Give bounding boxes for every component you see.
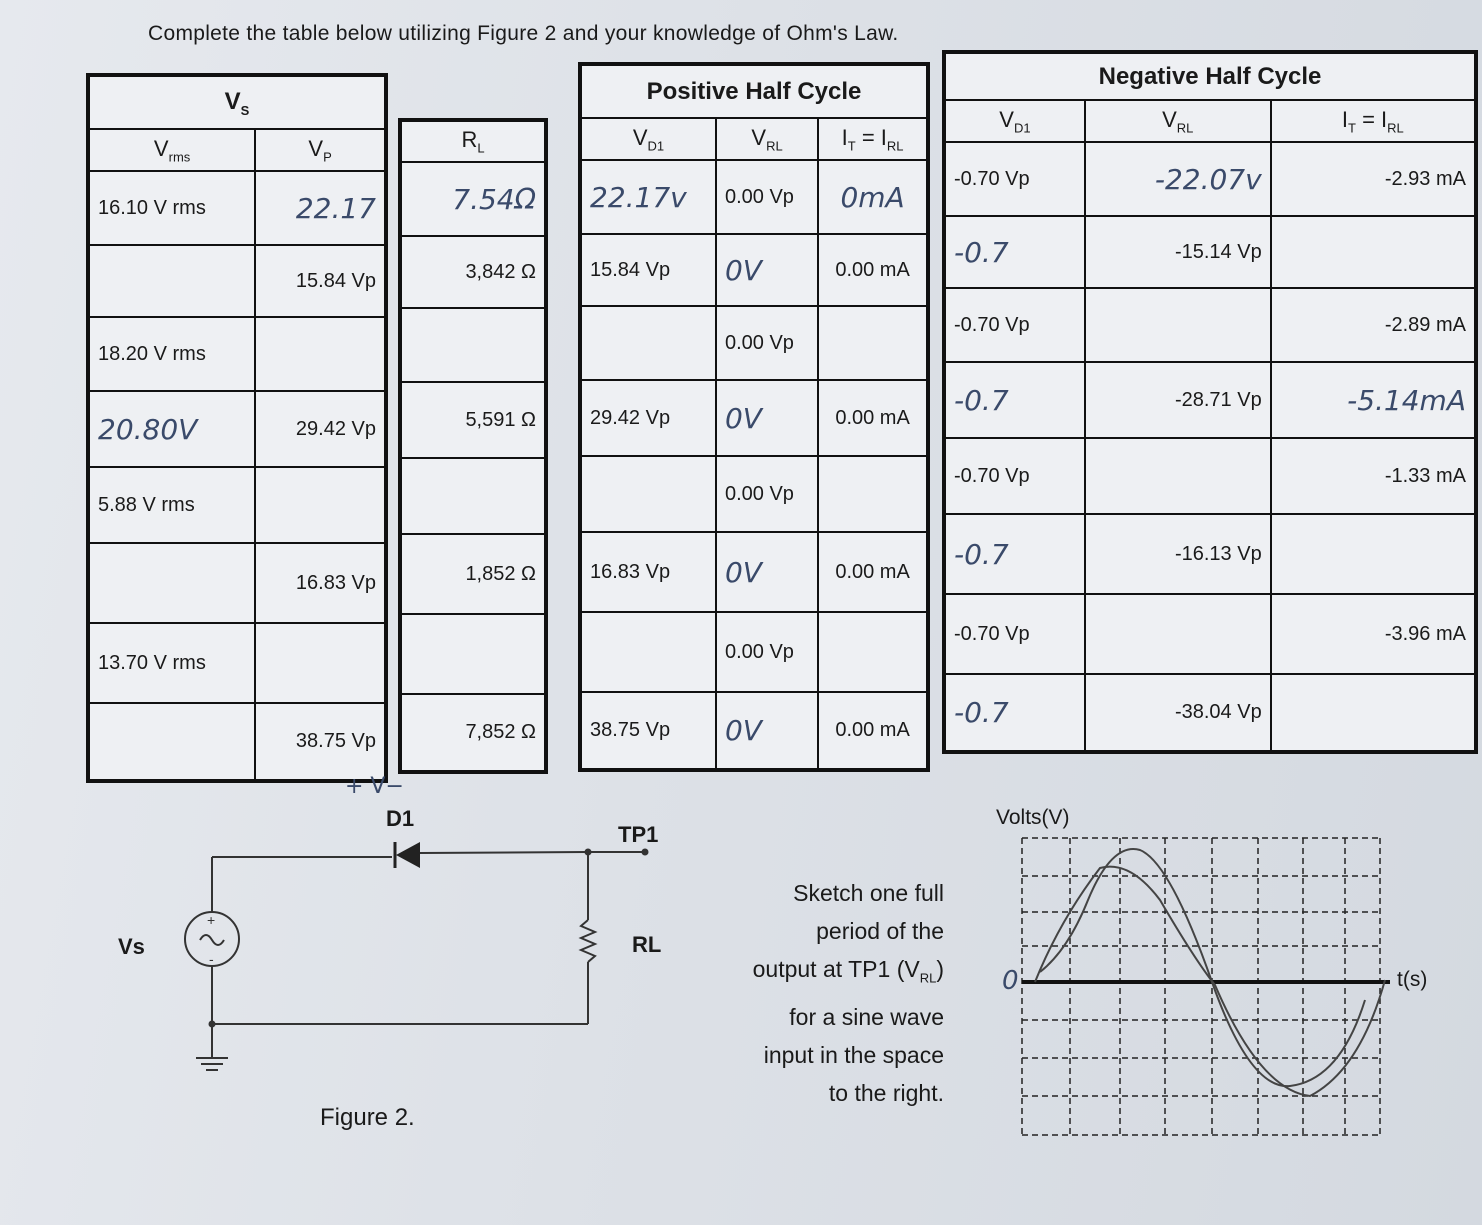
neg-it-cell [1271, 674, 1476, 752]
vs-row [88, 245, 386, 317]
neg-vd1-cell: -0.7 [944, 362, 1085, 438]
pos-vd1-cell: 29.42 Vp [580, 380, 716, 456]
vs-row [88, 317, 386, 391]
neg-it-cell: -2.89 mA [1271, 288, 1476, 362]
pos-vd1-cell: 38.75 Vp [580, 692, 716, 770]
vp-cell [255, 623, 386, 703]
neg-row [944, 362, 1476, 438]
neg-vrl-header: $V_{RL}$ [1085, 100, 1271, 142]
pos-vd1-header: $V_{D1}$ [580, 118, 716, 160]
vs-label: Vs [118, 934, 145, 959]
vrms-cell: 16.10 V rms [88, 171, 255, 245]
vrms-cell: 18.20 V rms [88, 317, 255, 391]
pos-vd1-cell: 22.17v [580, 160, 716, 234]
neg-row [944, 216, 1476, 288]
pos-row [580, 456, 928, 532]
neg-it-header: $I_T = I_{RL}$ [1271, 100, 1476, 142]
neg-vrl-cell: -16.13 Vp [1085, 514, 1271, 594]
rl-row [400, 614, 546, 694]
rl-cell: 3,842 Ω [400, 236, 546, 308]
graph-ylabel: Volts(V) [996, 806, 1070, 829]
neg-row [944, 438, 1476, 514]
vp-cell [255, 317, 386, 391]
svg-text:+: + [207, 912, 216, 928]
polarity-mark: + V− [345, 774, 404, 799]
neg-it-cell: -1.33 mA [1271, 438, 1476, 514]
pos-row [580, 532, 928, 612]
tp1-label: TP1 [618, 822, 659, 847]
svg-text:-: - [209, 951, 214, 967]
pos-it-cell [818, 306, 928, 380]
rl-row [400, 534, 546, 614]
neg-it-cell: -5.14mA [1271, 362, 1476, 438]
neg-vd1-cell: -0.70 Vp [944, 594, 1085, 674]
rl-cell: 7,852 Ω [400, 694, 546, 772]
pos-vd1-cell: 15.84 Vp [580, 234, 716, 306]
neg-vd1-cell: -0.70 Vp [944, 142, 1085, 216]
vs-row [88, 703, 386, 781]
neg-vrl-cell [1085, 594, 1271, 674]
vs-row [88, 171, 386, 245]
pos-row [580, 612, 928, 692]
neg-row [944, 674, 1476, 752]
pos-it-cell: 0mA [818, 160, 928, 234]
pos-vd1-cell [580, 306, 716, 380]
rl-row [400, 382, 546, 458]
pos-row [580, 692, 928, 770]
figure-caption: Figure 2. [320, 1104, 415, 1131]
vrms-cell: 5.88 V rms [88, 467, 255, 543]
vrms-cell: 20.80V [88, 391, 255, 467]
rl-cell [400, 308, 546, 382]
pos-row [580, 306, 928, 380]
rl-row [400, 162, 546, 236]
rl-cell [400, 458, 546, 534]
pos-it-cell [818, 456, 928, 532]
vp-col-header: $V_P$ [255, 129, 386, 171]
rl-row [400, 308, 546, 382]
vp-cell: 16.83 Vp [255, 543, 386, 623]
vs-row [88, 543, 386, 623]
neg-row [944, 288, 1476, 362]
rl-row [400, 236, 546, 308]
pos-vd1-cell: 16.83 Vp [580, 532, 716, 612]
neg-row [944, 514, 1476, 594]
neg-it-cell: -3.96 mA [1271, 594, 1476, 674]
negative-title: Negative Half Cycle [944, 52, 1476, 100]
pos-vd1-cell [580, 612, 716, 692]
pos-vrl-cell: 0.00 Vp [716, 456, 818, 532]
neg-vrl-cell: -15.14 Vp [1085, 216, 1271, 288]
rl-table [398, 118, 548, 774]
rl-row [400, 458, 546, 534]
pos-it-cell: 0.00 mA [818, 532, 928, 612]
vs-row [88, 467, 386, 543]
rl-cell: 5,591 Ω [400, 382, 546, 458]
vrms-cell: 13.70 V rms [88, 623, 255, 703]
pos-it-cell: 0.00 mA [818, 234, 928, 306]
neg-vd1-cell: -0.7 [944, 514, 1085, 594]
pos-vrl-cell: 0V [716, 532, 818, 612]
rl-cell: 7.54Ω [400, 162, 546, 236]
neg-it-cell: -2.93 mA [1271, 142, 1476, 216]
rl-cell: 1,852 Ω [400, 534, 546, 614]
neg-it-cell [1271, 216, 1476, 288]
pos-vrl-cell: 0.00 Vp [716, 160, 818, 234]
vp-cell: 22.17 [255, 171, 386, 245]
pos-vrl-cell: 0V [716, 692, 818, 770]
pos-row [580, 160, 928, 234]
pos-vrl-header: $V_{RL}$ [716, 118, 818, 160]
instructions-text: Complete the table below utilizing Figure 2 and your knowledge of Ohm's Law. [148, 22, 899, 45]
pos-vd1-cell [580, 456, 716, 532]
rl-row [400, 694, 546, 772]
vs-header: $V_S$ [88, 75, 386, 129]
pos-row [580, 234, 928, 306]
vp-cell: 38.75 Vp [255, 703, 386, 781]
pos-row [580, 380, 928, 456]
vrms-cell [88, 245, 255, 317]
positive-title: Positive Half Cycle [580, 64, 928, 118]
vrms-cell [88, 703, 255, 781]
vs-row [88, 623, 386, 703]
diode-d1-icon [396, 842, 420, 868]
neg-vrl-cell: -22.07v [1085, 142, 1271, 216]
sketch-instructions: Sketch one full period of the output at TP1 $(V_{RL})$ for a sine wave input in the space to the right. [752, 880, 944, 1106]
pos-vrl-cell: 0V [716, 234, 818, 306]
neg-vd1-cell: -0.7 [944, 674, 1085, 752]
vp-cell: 15.84 Vp [255, 245, 386, 317]
rl-label: RL [632, 932, 662, 957]
pos-it-cell: 0.00 mA [818, 380, 928, 456]
neg-vrl-cell [1085, 438, 1271, 514]
neg-vrl-cell [1085, 288, 1271, 362]
neg-vd1-cell: -0.70 Vp [944, 288, 1085, 362]
vp-cell [255, 467, 386, 543]
ac-source-icon [185, 912, 239, 966]
neg-vrl-cell: -38.04 Vp [1085, 674, 1271, 752]
positive-half-cycle-table [578, 62, 930, 772]
graph-xlabel: t(s) [1397, 968, 1428, 991]
vrms-col-header: $V_{rms}$ [88, 129, 255, 171]
pos-vrl-cell: 0V [716, 380, 818, 456]
neg-vd1-cell: -0.7 [944, 216, 1085, 288]
neg-row [944, 142, 1476, 216]
vs-table [86, 73, 388, 783]
rl-col-header: $R_L$ [400, 120, 546, 162]
rl-cell [400, 614, 546, 694]
neg-vrl-cell: -28.71 Vp [1085, 362, 1271, 438]
pos-it-cell [818, 612, 928, 692]
neg-vd1-cell: -0.70 Vp [944, 438, 1085, 514]
neg-row [944, 594, 1476, 674]
pos-vrl-cell: 0.00 Vp [716, 306, 818, 380]
pos-it-cell: 0.00 mA [818, 692, 928, 770]
pos-vrl-cell: 0.00 Vp [716, 612, 818, 692]
negative-half-cycle-table [942, 50, 1478, 754]
graph-zero-label: 0 [1002, 966, 1019, 996]
d1-label: D1 [386, 806, 415, 831]
vrms-cell [88, 543, 255, 623]
vp-cell: 29.42 Vp [255, 391, 386, 467]
vs-row [88, 391, 386, 467]
neg-vd1-header: $V_{D1}$ [944, 100, 1085, 142]
neg-it-cell [1271, 514, 1476, 594]
pos-it-header: $I_T = I_{RL}$ [818, 118, 928, 160]
